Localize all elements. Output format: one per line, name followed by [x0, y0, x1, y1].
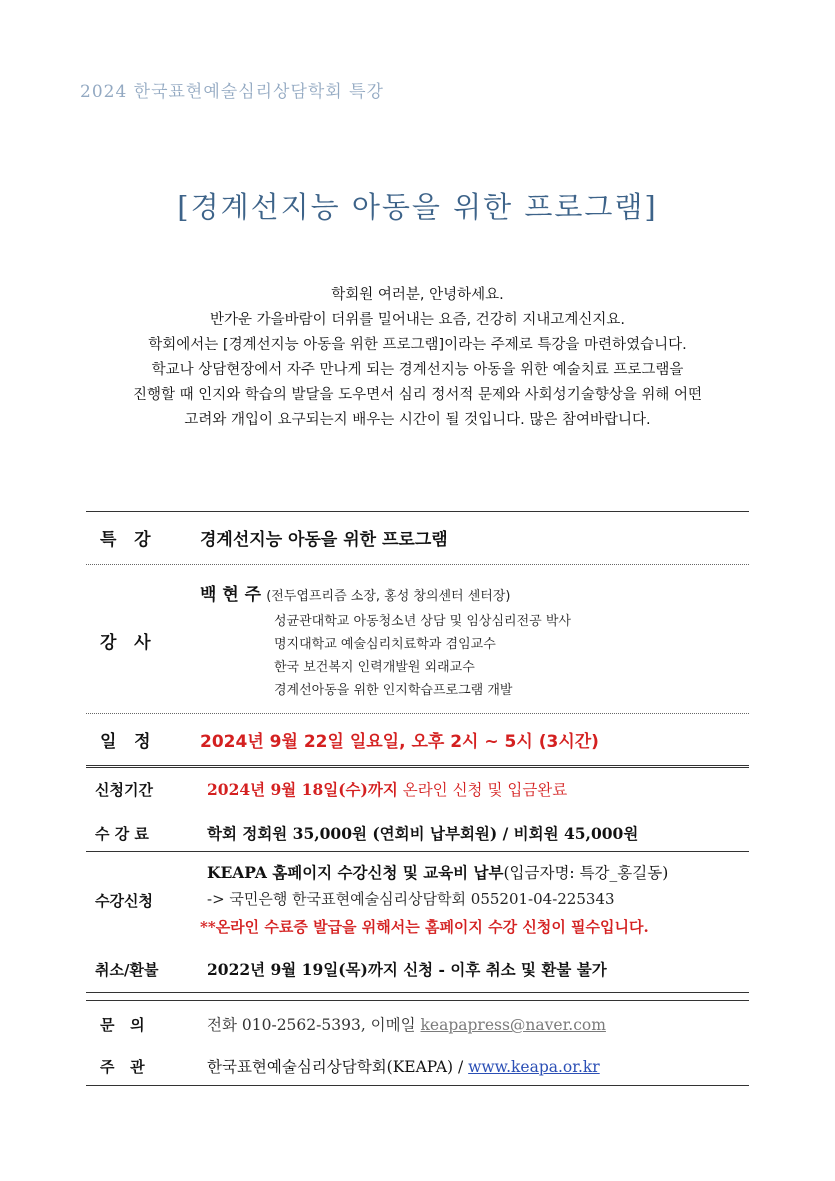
table-top-rule: [86, 511, 749, 512]
intro-line: 반가운 가을바람이 더위를 밀어내는 요즘, 건강히 지내고계신지요.: [209, 312, 626, 328]
intro-line: 학회에서는 [경계선지능 아동을 위한 프로그램]이라는 주제로 특강을 마련하였습니다.: [148, 337, 687, 353]
instructor-credential: 명지대학교 예술심리치료학과 겸임교수: [274, 637, 496, 652]
inquiry-value: [207, 1013, 606, 1035]
intro-line: 진행할 때 인지와 학습의 발달을 도우면서 심리 정서적 문제와 사회성기술향상을 위해 어떤: [133, 387, 702, 403]
instructor-label: 강 사: [100, 633, 151, 653]
lecture-label: 특 강: [100, 530, 151, 550]
intro-line: 고려와 개입이 요구되는지 배우는 시간이 될 것입니다. 많은 참여바랍니다.: [184, 412, 651, 428]
apply-period-label: 신청기간: [95, 781, 153, 799]
row-divider: [86, 564, 749, 565]
table-bottom-rule: [86, 1085, 749, 1086]
instructor-heading: [200, 580, 511, 605]
instructor-credential: 한국 보건복지 인력개발원 외래교수: [274, 660, 475, 675]
refund-value: 2022년 9월 19일(목)까지 신청 - 이후 취소 및 환불 불가: [207, 960, 607, 979]
email-link[interactable]: keapapress@naver.com: [420, 1016, 606, 1034]
registration-depositor-note: (입금자명: 특강_홍길동): [503, 864, 669, 882]
inquiry-label: 문 의: [100, 1016, 145, 1034]
registration-certificate-notice: **온라인 수료증 발급을 위해서는 홈페이지 수강 신청이 필수입니다.: [200, 918, 649, 936]
host-label: 주 관: [100, 1058, 145, 1076]
fee-value: 학회 정회원 35,000원 (연회비 납부회원) / 비회원 45,000원: [207, 824, 639, 843]
section-double-rule: [86, 765, 749, 768]
schedule-value: 2024년 9월 22일 일요일, 오후 2시 ~ 5시 (3시간): [200, 732, 599, 752]
host-name: 한국표현예술심리상담학회(KEAPA) /: [207, 1058, 469, 1076]
instructor-credential: 성균관대학교 아동청소년 상담 및 임상심리전공 박사: [274, 614, 571, 629]
apply-note: 온라인 신청 및 입금완료: [397, 781, 568, 799]
fee-label: 수 강 료: [95, 825, 149, 843]
inquiry-phone: 전화 010-2562-5393, 이메일: [207, 1016, 421, 1034]
registration-bank-account: -> 국민은행 한국표현예술심리상담학회 055201-04-225343: [207, 890, 615, 908]
registration-label: 수강신청: [95, 892, 153, 910]
row-divider: [86, 851, 749, 852]
row-divider: [86, 713, 749, 714]
intro-line: 학교나 상담현장에서 자주 만나게 되는 경계선지능 아동을 위한 예술치료 프로그램을: [151, 362, 684, 378]
registration-instruction: KEAPA 홈페이지 수강신청 및 교육비 납부: [207, 863, 504, 882]
instructor-name: 백 현 주: [200, 585, 262, 605]
document-header: 2024 한국표현예술심리상담학회 특강: [80, 82, 384, 102]
lecture-title: 경계선지능 아동을 위한 프로그램: [200, 530, 448, 550]
apply-period-value: [207, 778, 567, 800]
instructor-affiliation: (전두엽프리즘 소장, 홍성 창의센터 센터장): [266, 589, 511, 604]
website-link[interactable]: www.keapa.or.kr: [468, 1058, 600, 1076]
schedule-label: 일 정: [100, 732, 151, 752]
apply-deadline: 2024년 9월 18일(수)까지: [207, 780, 398, 799]
document-title: [경계선지능 아동을 위한 프로그램]: [177, 190, 658, 224]
section-rule: [86, 992, 749, 993]
host-value: [207, 1055, 600, 1077]
section-rule: [86, 1000, 749, 1001]
intro-line: 학회원 여러분, 안녕하세요.: [331, 287, 504, 303]
registration-line1: [207, 861, 668, 883]
instructor-credential: 경계선아동을 위한 인지학습프로그램 개발: [274, 683, 513, 698]
intro-paragraph: [60, 283, 775, 433]
refund-label: 취소/환불: [95, 961, 159, 979]
